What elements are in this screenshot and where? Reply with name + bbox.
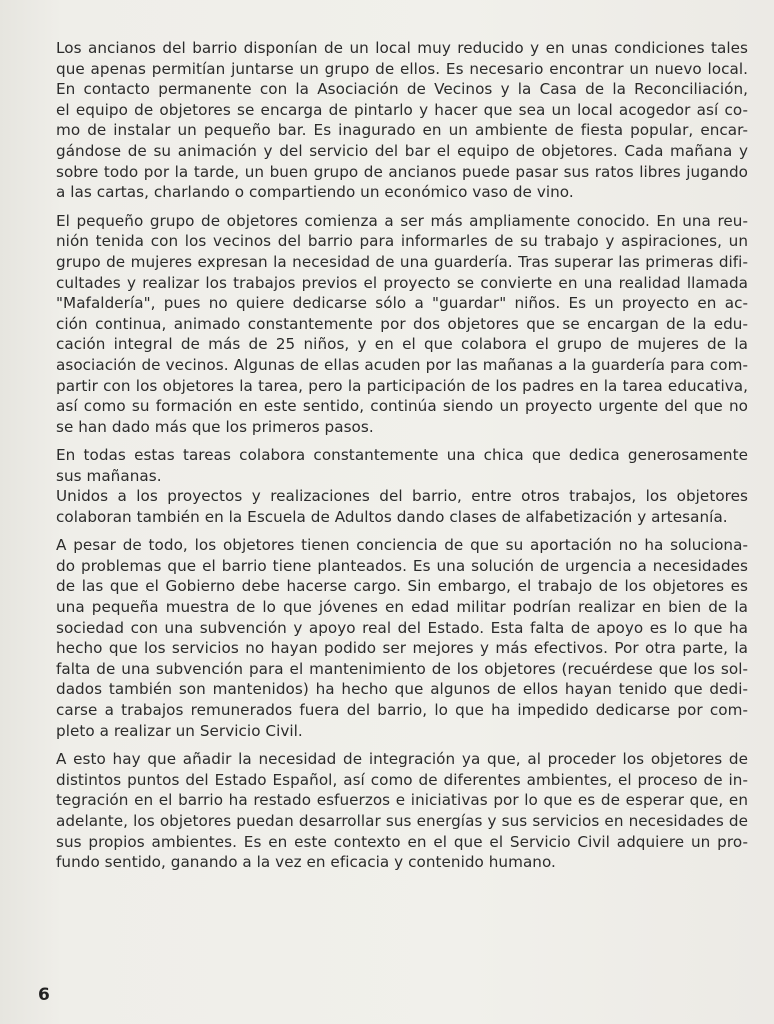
- paragraph: [56, 38, 748, 203]
- text-line: El pequeño grupo de objetores comienza a ser más ampliamente conocido. En una reu-: [56, 211, 748, 230]
- text-line: fundo sentido, ganando a la vez en eficacia y contenido humano.: [56, 853, 556, 872]
- paragraph: [56, 211, 748, 438]
- paragraph: [56, 445, 748, 486]
- text-line: se han dado más que los primeros pasos.: [56, 417, 374, 436]
- paragraph: [56, 749, 748, 873]
- text-line: do problemas que el barrio tiene planteados. Es una solución de urgencia a necesidades: [56, 556, 748, 575]
- text-line: a las cartas, charlando o compartiendo un económico vaso de vino.: [56, 183, 574, 202]
- text-line: falta de una subvención para el mantenimiento de los objetores (recuérdese que los sol-: [56, 659, 748, 678]
- text-line: Unidos a los proyectos y realizaciones del barrio, entre otros trabajos, los objetores: [56, 487, 748, 505]
- text-line: colaboran también en la Escuela de Adultos dando clases de alfabetización y artesanía.: [56, 507, 728, 526]
- text-line: carse a trabajos remunerados fuera del barrio, lo que ha impedido dedicarse por com-: [56, 700, 748, 719]
- text-line: En todas estas tareas colabora constantemente una chica que dedica generosamente: [56, 446, 748, 465]
- text-line: gándose de su animación y del servicio del bar el equipo de objetores. Cada mañana y: [56, 141, 748, 160]
- text-line: distintos puntos del Estado Español, así como de diferentes ambientes, el proceso de in-: [56, 770, 748, 789]
- text-line: asociación de vecinos. Algunas de ellas acuden por las mañanas a la guardería para com-: [56, 355, 748, 374]
- text-line: En contacto permanente con la Asociación de Vecinos y la Casa de la Reconciliación,: [56, 80, 748, 99]
- text-line: sus propios ambientes. Es en este contexto en el que el Servicio Civil adquiere un pro-: [56, 832, 748, 851]
- text-line: nión tenida con los vecinos del barrio para informarles de su trabajo y aspiraciones, un: [56, 232, 748, 251]
- text-line: cación integral de más de 25 niños, y en el que colabora el grupo de mujeres de la: [56, 335, 748, 354]
- text-line: ción continua, animado constantemente por dos objetores que se encargan de la edu-: [56, 314, 748, 333]
- text-line: sobre todo por la tarde, un buen grupo de ancianos puede pasar sus ratos libres jugando: [56, 162, 748, 181]
- text-line: tegración en el barrio ha restado esfuerzos e iniciativas por lo que es de esperar que, en: [56, 791, 748, 810]
- text-line: que apenas permitían juntarse un grupo de ellos. Es necesario encontrar un nuevo local.: [56, 59, 748, 78]
- text-line: Los ancianos del barrio disponían de un local muy reducido y en unas condiciones tales: [56, 39, 748, 57]
- page-number: 6: [38, 985, 50, 1005]
- text-line: dados también son mantenidos) ha hecho que algunos de ellos hayan tenido que dedi-: [56, 680, 748, 699]
- text-line: una pequeña muestra de lo que jóvenes en edad militar podrían realizar en bien de la: [56, 597, 748, 616]
- text-line: de las que el Gobierno debe hacerse cargo. Sin embargo, el trabajo de los objetores es: [56, 577, 748, 596]
- text-block-lower: [56, 486, 748, 881]
- paragraph: [56, 486, 748, 527]
- text-line: A pesar de todo, los objetores tienen conciencia de que su aportación no ha soluciona-: [56, 536, 748, 555]
- paragraph: [56, 535, 748, 741]
- text-line: A esto hay que añadir la necesidad de integración ya que, al proceder los objetores de: [56, 750, 748, 769]
- text-line: sociedad con una subvención y apoyo real del Estado. Esta falta de apoyo es lo que ha: [56, 618, 748, 637]
- text-line: mo de instalar un pequeño bar. Es inagurado en un ambiente de fiesta popular, encar-: [56, 121, 748, 140]
- text-line: cultades y realizar los trabajos previos el proyecto se convierte en una realidad llamada: [56, 273, 748, 292]
- text-line: pleto a realizar un Servicio Civil.: [56, 721, 303, 740]
- text-line: el equipo de objetores se encarga de pintarlo y hacer que sea un local acogedor así co-: [56, 100, 748, 119]
- text-line: "Mafaldería", pues no quiere dedicarse sólo a "guardar" niños. Es un proyecto en ac-: [56, 294, 748, 313]
- text-line: partir con los objetores la tarea, pero la participación de los padres en la tarea educativa,: [56, 376, 748, 395]
- text-line: adelante, los objetores puedan desarrollar sus energías y sus servicios en necesidades de: [56, 811, 748, 830]
- text-block-upper: [56, 38, 748, 494]
- text-line: grupo de mujeres expresan la necesidad de una guardería. Tras superar las primeras difi-: [56, 252, 748, 271]
- text-line: así como su formación en este sentido, continúa siendo un proyecto urgente del que no: [56, 397, 748, 416]
- text-line: hecho que los servicios no hayan podido ser mejores y más efectivos. Por otra parte, la: [56, 639, 748, 658]
- text-line: sus mañanas.: [56, 466, 162, 485]
